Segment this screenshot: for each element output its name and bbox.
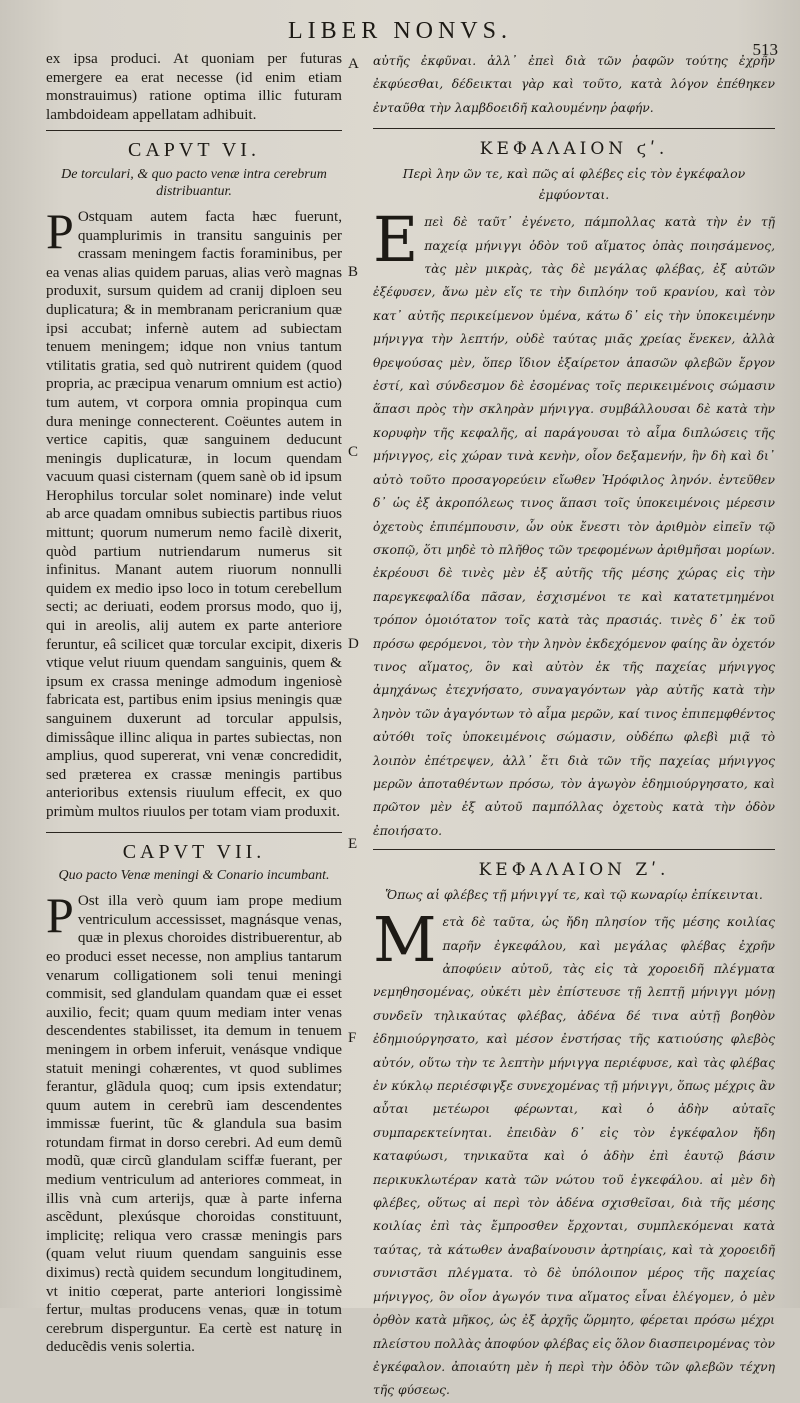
margin-letter-f: F — [348, 1030, 357, 1046]
latin-chapter-7-title: CAPVT VII. — [122, 840, 266, 863]
latin-chapter-7-body — [46, 887, 342, 1357]
greek-chapter-7-title: ΚΕΦΑΛΑΙΟΝ Ζʹ. — [478, 860, 670, 881]
greek-chapter-6-title: ΚΕΦΑΛΑΙΟΝ ϛʹ. — [479, 139, 669, 160]
latin-chapter-6-body — [46, 202, 342, 822]
margin-letter-d: D — [348, 636, 359, 652]
margin-letter-e: E — [348, 836, 358, 852]
greek-chapter-7-body — [373, 903, 775, 1403]
greek-column — [373, 50, 775, 1403]
page-number: 513 — [752, 40, 778, 59]
latin-rule-1 — [46, 130, 342, 131]
greek-chapter-7-text: ετὰ δὲ ταῦτα, ὡς ἤδη πλησίον τῆς μέσης κοιλίας παρῆν ἐγκεφάλου, καὶ μεγάλας φλέβας ἐχρῆν ἀποφύειν αὐτοῦ, τὰς εἰς τὰ χοροειδῆ πλέγματα νεμηθησομένας, οὐκέτι μὲν ἐπίστευσε τῇ λεπτῇ μήνιγγι μόνῃ συνδεῖν τηλικαύτας φλέβας, ἀδένα δέ τινα αὐτῇ βοηθὸν ἐδημιούργησατο, καὶ μέσον ἐνστήσας τῆς κατιούσης φλεβὸς αὐτόν, οὕτω τὴν τε λεπτὴν μήνιγγα περιέφυσε, καὶ τὰς φλέβας ἐν κύκλῳ περιέσφιγξε συνεχομένας τῇ μήνιγγι, ὅπως μέχρις ἂν αὗται μετέωροι φέρωνται, καὶ ὁ ἀδὴν αὐταῖς συμπαρεκτείνηται. ἐπειδὰν δ᾽ εἰς τὸν ἐγκέφαλον ἤδη καταφύωσι, τηνικαῦτα καὶ ὁ ἀδὴν ἐπὶ ἑαυτῷ βάσιν περικυκλωτέραν κατὰ τῶν νώτου τοῦ ἐγκεφάλου. αἱ μὲν δὴ φλέβες, οὕτως αἱ περὶ τὸν ἀδένα σχισθεῖσαι, διὰ τῆς μέσης κοιλίας ἐπὶ τὰς ἔμπροσθεν ἔρχονται, συμπλεκόμεναι κατὰ ταύτας, τὰ κάτωθεν ἀναβαίνουσιν ἀρτηρίαις, καὶ τὰ χοροειδῆ συνιστᾶσι πλέγματα. τὸ δὲ ὑπόλοιπον μέρος τῆς παχείας μήνιγγος, ὃν οἷον ἀγωγόν τινα αἵματος εἶναι ἐλέγομεν, ὁ μὲν ὀρθὸν κατὰ μῆκος, ὡς ἐξ ἀρχῆς ὥρμητο, φέρεται πρόσω μέχρι πλείστου πολλὰς ἀποφύον φλέβας εἰς ὅλον διασπειρομένας τὸν ἐγκέφαλον. ἀποιαύτη μὲν ἡ περὶ τὴν ὁδὸν τῶν φλεβῶν τέχνη τῆς φύσεως. — [373, 915, 775, 1398]
running-head: LIBER NONVS. — [287, 18, 512, 44]
greek-rule-2 — [373, 849, 775, 850]
latin-chapter-6-text: Ostquam autem facta hæc fuerunt, quamplurimis in transitu sanguinis per crassam meningem factis foraminibus, per ea venas alias quidem paruas, alias verò magnas produxit, sursum quidem ad cranij diploen seu duplicatura; & in membranam pericranium quæ ipsi accubat; infernè autem ad subiectam tenuem meningem; idque non vnius tantum vtilitatis gratia, sed quò nutrirent quidem (quod propria, ac præcipua venarum omnium est actio) tum autem, vt corpora omnia propinqua cum dura meninge connecterent. Coëuntes autem in vertice capitis, quæ sanguinem deducunt meningis duplicaturæ, in locum quendam vacuum quasi cisternam (quem sanè ob id ipsum Herophilus torcular solet nominare) inde velut ab arce quadam omnibus subiectis partibus riuos mittunt; quorum numerum nemo facilè dixerit, quòd partium nutriendarum numerus sit infinitus. Manant autem riuorum nonnulli quidem ex medio ipso loco in totum cerebellum secti; ac deriuati, eodem prorsus modo, quo ij, qui in areolis, alij autem ex parte anteriore feruntur, eâ scilicet quæ torcular excipit, dixeris vtique velut riuum quendam sanguinis, quem & ipsum ex crassa meninge admodum ingeniosè fabricata est, partibus enim ipsius meningis quæ sanguinem duxerunt ad torcular appulsis, dimissâque illinc aliqua in partes subiectas, non amplius, quod supererat, vni venæ concredidit, sed præterea ex crassæ meningis partibus anterioribus extensis riuulum effecit, ex quo primùm multos riuulos per totam viam produxit. — [46, 207, 342, 820]
latin-chapter-7-subtitle: Quo pacto Venæ meningi & Conario incumbant. — [58, 868, 330, 884]
margin-letter-a: A — [348, 56, 359, 72]
latin-chapter-7-text: Ost illa verò quum iam prope medium ventriculum accessisset, magnásque venas, quæ in plexus choroides distribuerentur, ab eo produci esset necesse, non amplius tantarum venarum colligationem soli tenui meningi commisit, sed glandulam quandam quæ ei esset auxilio, fecit; quam quum mediam inter venas descendentes stabilisset, ita demum in tenuem meningem in orbem inferuit, venásque vndique statuit meningi cohærentes, vt quod sublimes ferantur, glãdula quoq; cum ipsis extendatur; quum autem in cerebrũ iam descendentes immissæ fuerint, tũc & glandula sua basim rotundam firmat in dorso cerebri. Ad eum demũ modũ, quæ circũ glandulam sciffæ fuerant, per medium ventriculum ad anteriores commeat, in illis vnà cum arterijs, quæ à parte inferna ascẽdunt, plexúsque choroidas constituunt, implicitę; reliqua vero crassæ meningis pars (quam velut riuum quendam sanguinis esse diximus) rectà quidem secundum longitudinem, vt initio cœperat, parte anteriori longissimè fertur, multas producens venas, quæ in totum cerebrum disperguntur. Ea certè est naturę in deducẽdis venis solertia. — [46, 892, 342, 1356]
latin-opening-text: ex ipsa produci. At quoniam per futuras emergere ea erat necesse (id enim etiam monstrauimus) ratione optima illic futuram lambdoideam appellatam adhibuit. — [46, 50, 342, 123]
latin-chapter-6-subtitle: De torculari, & quo pacto venæ intra cerebrum distribuantur. — [61, 166, 327, 199]
margin-letters — [348, 0, 366, 1308]
latin-chapter-7-initial: P — [46, 887, 74, 944]
greek-chapter-6-text: πεὶ δὲ ταῦτ᾽ ἐγένετο, πάμπολλας κατὰ τὴν ἐν τῇ παχείᾳ μήνιγγι ὁδὸν τοῦ αἵματος ὀπὰς ποιησάμενος, τὰς μὲν μικρὰς, τὰς δὲ μεγάλας φλέβας, ἐξ αὐτῶν ἐξέφυσεν, ἄνω μὲν εἴς τε τὴν διπλόην τοῦ κρανίου, καὶ τὸν κατ᾽ αὐτῆς περικείμενον ὑμένα, κάτω δ᾽ εἰς τὴν ὑποκειμένην μήνιγγα τὴν λεπτήν, οὐδὲ ταύτας μιᾶς χρείας ἕνεκεν, ἀλλὰ θρεψούσας μὲν, ὅπερ ἴδιον ἐξαίρετον ἁπασῶν φλεβῶν ἔργον ἐστί, καὶ σύνδεσμον δὲ ἐσομένας τοῖς περικειμένοις σώμασιν ἅπασι πρὸς τὴν σκληρὰν μήνιγγα. συμβάλλουσαι δὲ κατὰ τὴν κορυφὴν τῆς κεφαλῆς, αἱ παράγουσαι τὸ αἷμα διπλώσεις τῆς μήνιγγος, εἰς χώραν τινὰ κενὴν, οἷον δεξαμενήν, ἣν δὴ καὶ δι᾽ αὐτὸ τοῦτο προσαγορεύειν εἴωθεν Ἡρόφιλος ληνόν. ἐντεῦθεν δ᾽ ὡς ἐξ ἀκροπόλεως τινος ἅπασι τοῖς ὑποκειμένοις μέρεσιν ὀχετοὺς ἐπιπέμπουσιν, ὧν οὐκ ἔνεστι τὸν ἀριθμὸν εἰπεῖν τῷ σκοπῷ, ὅτι μηδὲ τὸ πλῆθος τῶν τρεφομένων ἀριθμῆσαι μορίων. ἐκρέουσι δὲ τινὲς μὲν ἐξ αὐτῆς τῆς μέσης χώρας εἰς τὴν παρεγκεφαλίδα πᾶσαν, ἐσχισμένοι τε καὶ κατατετμημένοι τρόπον ὁμοιότατον τοῖς κατὰ τὰς πρασιάς. τινὲς δ᾽ ἐκ τοῦ πρόσω φερόμενοι, τὸν τὴν ληνὸν ἐκδεχόμενον φαίης ἂν ὀχετόν τινος αἵματος, ὃν καὶ αὐτὸν ἐκ τῆς παχείας μήνιγγος ἀμηχάνως ἐτεχνήσατο, συναγαγόντων γὰρ αὐτῆς κατὰ τὴν ληνὸν τῶν ἀγαγόντων τὸ αἷμα μερῶν, καί τινος ἐπιπεμφθέντος αὐτόθι τοῖς ὑποκειμένοις σώμασιν, οὐδέπω φλεβὶ μιᾷ τὸ λοιπὸν ἐπέτρεψεν, ἀλλ᾽ ἔτι διὰ τῶν τῆς παχείας μήνιγγος μερῶν ἀποταθέντων πρόσω, τὸν ἀγωγὸν ἐδημιούργησατο, καὶ πρῶτον μὲν ἐξ αὐτοῦ παμπόλλας ὀχετοὺς κατὰ τὴν ὁδὸν ἐποιήσατο. — [373, 215, 775, 838]
greek-rule-1 — [373, 128, 775, 129]
greek-chapter-7-initial: Μ — [373, 903, 437, 977]
latin-rule-2 — [46, 832, 342, 833]
greek-chapter-7-subtitle: Ὅπως αἱ φλέβες τῇ μήνιγγί τε, καὶ τῷ κωναρίῳ ἐπίκεινται. — [385, 887, 763, 903]
greek-chapter-6-initial: Ε — [373, 203, 419, 277]
greek-chapter-6-body — [373, 203, 775, 843]
latin-chapter-6-initial: P — [46, 202, 74, 259]
greek-chapter-6-subtitle: Περὶ λην ῶν τε, καὶ πῶς αἱ φλέβες εἰς τὸν ἐγκέφαλον ἐμφύονται. — [402, 166, 746, 203]
latin-column — [46, 50, 342, 1357]
greek-opening-text: αὐτῆς ἐκφῦναι. ἀλλ᾽ ἐπεὶ διὰ τῶν ῥαφῶν τούτης ἐχρῆν ἐκφύεσθαι, δέδεικται γὰρ καὶ τοῦτο, κατὰ λόγον ἐπέθηκεν ἐνταῦθα τὴν λαμβδοειδῆ καλουμένην ῥαφήν. — [373, 54, 775, 115]
margin-letter-b: B — [348, 264, 359, 280]
margin-letter-c: C — [348, 444, 359, 460]
latin-chapter-6-title: CAPVT VI. — [128, 139, 260, 162]
